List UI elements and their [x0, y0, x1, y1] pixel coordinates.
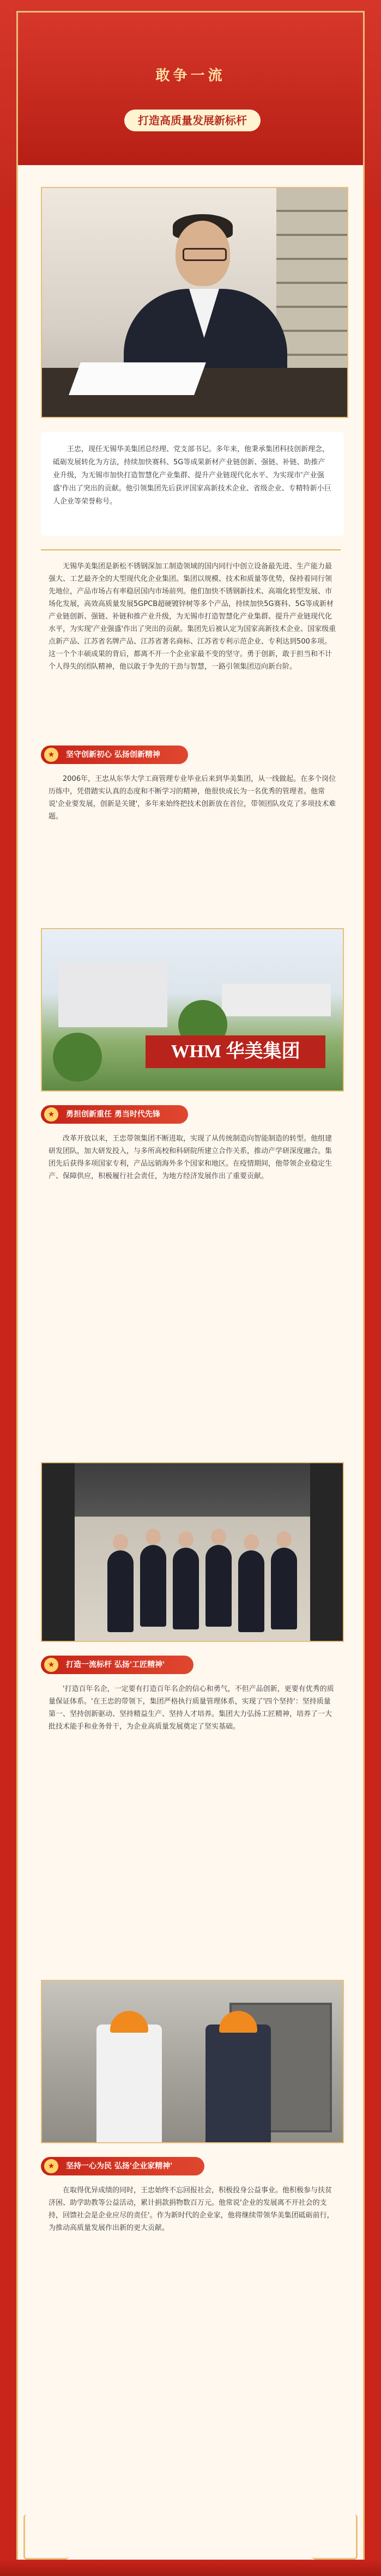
star-icon: ★	[44, 2159, 58, 2173]
section-heading-3: ★ 打造一流标杆 弘扬'工匠精神'	[41, 1656, 193, 1674]
intro-paragraph: 王忠，现任无锡华美集团总经理、党支部书记。多年来，他秉承集团科技创新理念，砥砺发展转化为方法，持续加快赛科、5G等成果新材产业链创新、强链、补链、助推产业升级，为无锡市加快打造智慧化产业集群、提升产业链现代化水平、为实现市'产业强盛'作出了突出的贡献。他引领集团先后获评国家高新技术企业、省级企业、专精特新小巨人企业等荣誉称号。	[41, 432, 344, 536]
building-photo	[41, 928, 344, 1092]
workshop-photo	[41, 1980, 344, 2143]
corner-decoration	[23, 2514, 69, 2560]
section-heading-4: ★ 坚持一心为民 弘扬'企业家精神'	[41, 2157, 204, 2175]
corner-decoration	[312, 2514, 358, 2560]
article-card	[16, 11, 365, 2567]
section-heading-1: ★ 坚守创新初心 弘扬创新精神	[41, 745, 188, 764]
page-subtitle: 打造高质量发展新标杆	[124, 110, 261, 131]
star-icon: ★	[44, 1107, 58, 1122]
portrait-photo	[41, 187, 348, 418]
header-banner	[18, 13, 363, 165]
section-1-text: 2006年，王忠从东华大学工商管理专业毕业后来到华美集团，从一线做起。在多个岗位历练中，凭借踏实认真的态度和不断学习的精神，他很快成长为一名优秀的管理者。他常说'企业要发展，创新是关键'，多年来始终把技术创新放在首位，带领团队攻克了多项技术难题。	[49, 775, 336, 821]
group-photo	[41, 1462, 344, 1642]
section-4-text: 在取得优异成绩的同时，王忠始终不忘回报社会，积极投身公益事业。他积极参与扶贫济困、助学助教等公益活动，累计捐款捐物数百万元。他常说'企业的发展离不开社会的支持，回馈社会是企业应尽的责任'。作为新时代的企业家，他将继续带领华美集团砥砺前行，为推动高质量发展作出新的更大贡献。	[49, 2186, 334, 2232]
summary-paragraph: 无锡华美集团是新松不锈钢深加工制造领域的国内同行中创立设备最先进、生产能力最强大、工艺最齐全的大型现代化企业集团。集团以规模、技术和质量等优势，保持着同行领先地位，产品市场占有率稳居国内市场前列。他们加快不锈钢新技术、高端化转型发展、市场化发展，高效高质量发展5GPCB超硬镀锌树等多个产品，持续加快5G赛科、5G等成新材产业链创新、强链、补链和推产业升级，为无锡市打造智慧化产业集群、提升产业链现代化水平，为实现'产业强盛'作出了突出的贡献。集团先后被认定为国家高新技术企业、国家级重点新产品、江苏省名牌产品、江苏省著名商标、江苏省专利示范企业、专利达到500多项。这一个个丰硕成果的背后，都离不开一个企业家最不变的坚守。勇于创新，敢于担当和不计个人得失的团队精神，他以敢于争先的干劲与智慧，一路引领集团迈向新台阶。	[49, 562, 336, 671]
section-2-text: 改革开放以来，王忠带领集团不断进取，实现了从传统制造向智能制造的转型。他组建研发团队，加大研发投入，与多所高校和科研院所建立合作关系，推动产学研深度融合。集团先后获得多项国家专利，产品远销海外多个国家和地区。在疫情期间，他带领企业稳定生产、保障供应，积极履行社会责任，为地方经济发展作出了重要贡献。	[49, 1135, 332, 1180]
section-heading-2: ★ 勇担创新重任 勇当时代先锋	[41, 1105, 188, 1124]
divider	[41, 549, 341, 550]
section-3-text: '打造百年名企，一定要有打造百年名企的信心和勇气，不但产品创新，更要有优秀的质量保证体系。'在王忠的带领下，集团严格执行质量管理体系，实现了'四个坚持'：坚持质量第一、坚持创新驱动、坚持精益生产、坚持人才培养。集团大力弘扬工匠精神，培养了一大批技术能手和业务骨干，为企业高质量发展奠定了坚实基础。	[49, 1685, 334, 1731]
star-icon: ★	[44, 748, 58, 762]
page-title: 敢争一流	[155, 68, 226, 84]
footer-band	[0, 2560, 381, 2576]
company-sign: WHM 华美集团	[146, 1035, 325, 1068]
star-icon: ★	[44, 1658, 58, 1672]
